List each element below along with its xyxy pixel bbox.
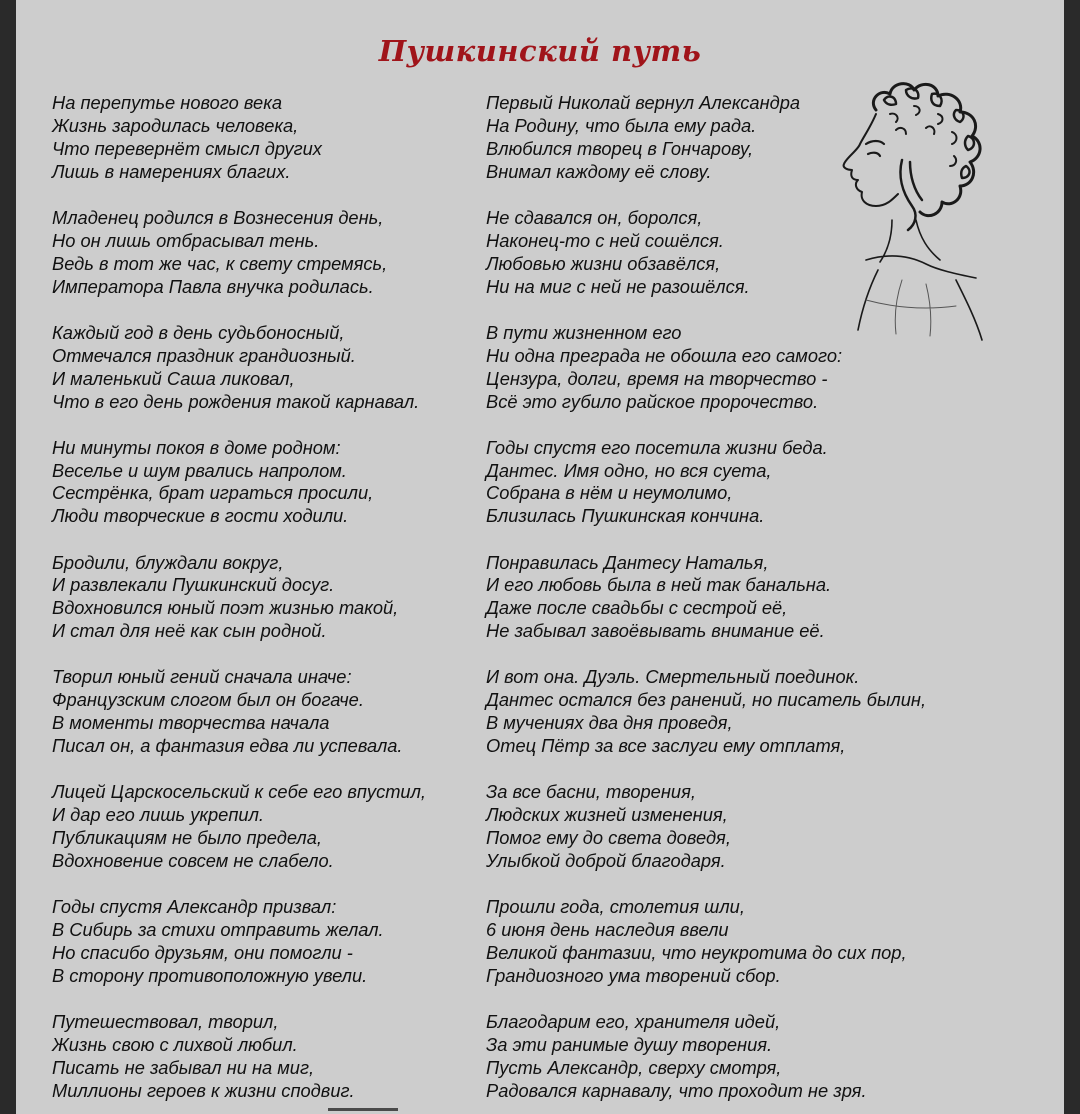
poem-line: Ни минуты покоя в доме родном: bbox=[52, 436, 341, 458]
poem-line: Даже после свадьбы с сестрой её, bbox=[486, 597, 788, 619]
left-column bbox=[52, 92, 482, 1114]
stanza bbox=[486, 1011, 1006, 1114]
poem-line: Лишь в намерениях благих. bbox=[52, 160, 291, 182]
poem-line: Каждый год в день судьбоносный, bbox=[52, 321, 345, 343]
poem-line: Не забывал завоёвывать внимание её. bbox=[486, 620, 825, 642]
poem-line: Прошли года, столетия шли, bbox=[486, 896, 745, 918]
poem-line: Влюбился творец в Гончарову, bbox=[486, 137, 754, 159]
stanza bbox=[52, 207, 482, 322]
poem-line: На Родину, что была ему рада. bbox=[486, 114, 757, 136]
poem-line: И развлекали Пушкинский досуг. bbox=[52, 574, 335, 596]
poem-line: Ведь в тот же час, к свету стремясь, bbox=[52, 252, 388, 274]
poem-line: В сторону противоположную увели. bbox=[52, 964, 368, 986]
page-edge-mark bbox=[328, 1108, 398, 1111]
poem-line: Писал он, а фантазия едва ли успевала. bbox=[52, 735, 403, 757]
poem-line: За все басни, творения, bbox=[486, 781, 696, 803]
poem-line: Первый Николай вернул Александра bbox=[486, 92, 801, 113]
poem-line: Жизнь зародилась человека, bbox=[52, 114, 299, 136]
poem-line: Младенец родился в Вознесения день, bbox=[52, 206, 384, 228]
poem-line: Годы спустя Александр призвал: bbox=[52, 896, 337, 918]
stanza bbox=[486, 552, 1006, 667]
poem-line: За эти ранимые душу творения. bbox=[486, 1034, 773, 1056]
poem-line: Вдохновение совсем не слабело. bbox=[52, 850, 334, 872]
poem-line: Радовался карнавалу, что проходит не зря. bbox=[486, 1079, 867, 1101]
stanza bbox=[52, 552, 482, 667]
poem-line: В мучениях два дня проведя, bbox=[486, 712, 733, 734]
poem-line: Дантес остался без ранений, но писатель былин, bbox=[486, 689, 927, 711]
poem-line: Что в его день рождения такой карнавал. bbox=[52, 390, 420, 412]
poem-line: Веселье и шум рвались напролом. bbox=[52, 459, 347, 481]
stanza bbox=[52, 781, 482, 896]
poem-line: В пути жизненном его bbox=[486, 321, 682, 343]
poem-line: В моменты творчества начала bbox=[52, 712, 330, 734]
stanza bbox=[486, 781, 1006, 896]
poem-line: Но он лишь отбрасывал тень. bbox=[52, 229, 320, 251]
stanza bbox=[486, 666, 1006, 781]
poem-line: Лицей Царскосельский к себе его впустил, bbox=[52, 781, 426, 803]
stanza bbox=[486, 322, 1006, 437]
poem-line: Ни одна преграда не обошла его самого: bbox=[486, 344, 843, 366]
poem-line: И дар его лишь укрепил. bbox=[52, 804, 264, 826]
poem-line: Внимал каждому её слову. bbox=[486, 160, 712, 182]
poem-line: Людских жизней изменения, bbox=[486, 804, 728, 826]
poem-line: Дантес. Имя одно, но вся суета, bbox=[486, 459, 772, 481]
poem-page bbox=[16, 0, 1064, 1114]
poem-line: Понравилась Дантесу Наталья, bbox=[486, 551, 769, 573]
poem-line: Писать не забывал ни на миг, bbox=[52, 1056, 315, 1078]
poem-title: Пушкинский путь bbox=[378, 34, 702, 68]
poem-line: Грандиозного ума творений сбор. bbox=[486, 964, 781, 986]
stanza bbox=[52, 437, 482, 552]
poem-line: Французским слогом был он богаче. bbox=[52, 689, 364, 711]
poem-line: Благодарим его, хранителя идей, bbox=[486, 1011, 781, 1033]
stanza bbox=[486, 437, 1006, 552]
poem-line: Отец Пётр за все заслуги ему отплатя, bbox=[486, 735, 846, 757]
poem-line: Улыбкой доброй благодаря. bbox=[486, 850, 726, 872]
poem-line: Что перевернёт смысл других bbox=[52, 137, 322, 159]
poem-line: Помог ему до света доведя, bbox=[486, 827, 731, 849]
poem-line: Пусть Александр, сверху смотря, bbox=[486, 1056, 782, 1078]
stanza bbox=[52, 666, 482, 781]
poem-line: На перепутье нового века bbox=[52, 92, 282, 113]
poem-line: Бродили, блуждали вокруг, bbox=[52, 551, 284, 573]
poem-line: Вдохновился юный поэт жизнью такой, bbox=[52, 597, 399, 619]
poem-line: Творил юный гений сначала иначе: bbox=[52, 666, 352, 688]
poem-line: Люди творческие в гости ходили. bbox=[52, 505, 349, 527]
poem-line: Великой фантазии, что неукротима до сих пор, bbox=[486, 942, 907, 964]
stanza bbox=[486, 92, 1006, 207]
poem-line: Любовью жизни обзавёлся, bbox=[486, 252, 721, 274]
poem-line: И маленький Саша ликовал, bbox=[52, 367, 295, 389]
poem-line: И стал для неё как сын родной. bbox=[52, 620, 327, 642]
poem-line: Цензура, долги, время на творчество - bbox=[486, 367, 828, 389]
stanza bbox=[52, 1011, 482, 1114]
stanza bbox=[486, 207, 1006, 322]
poem-line: Не сдавался он, боролся, bbox=[486, 206, 703, 228]
right-column bbox=[486, 92, 1006, 1114]
poem-line: В Сибирь за стихи отправить желал. bbox=[52, 919, 384, 941]
poem-line: Миллионы героев к жизни сподвиг. bbox=[52, 1079, 355, 1101]
poem-line: И вот она. Дуэль. Смертельный поединок. bbox=[486, 666, 860, 688]
stanza bbox=[52, 896, 482, 1011]
poem-line: 6 июня день наследия ввели bbox=[486, 919, 729, 941]
stanza bbox=[52, 92, 482, 207]
poem-line: Жизнь свою с лихвой любил. bbox=[52, 1034, 298, 1056]
poem-line: Сестрёнка, брат играться просили, bbox=[52, 482, 374, 504]
stanza bbox=[52, 322, 482, 437]
poem-line: Наконец-то с ней сошёлся. bbox=[486, 229, 724, 251]
poem-line: И его любовь была в ней так банальна. bbox=[486, 574, 832, 596]
stanza bbox=[486, 896, 1006, 1011]
poem-line: Всё это губило райское пророчество. bbox=[486, 390, 819, 412]
poem-line: Близилась Пушкинская кончина. bbox=[486, 505, 765, 527]
poem-line: Ни на миг с ней не разошёлся. bbox=[486, 275, 750, 297]
poem-line: Путешествовал, творил, bbox=[52, 1011, 279, 1033]
poem-line: Собрана в нём и неумолимо, bbox=[486, 482, 733, 504]
poem-line: Императора Павла внучка родилась. bbox=[52, 275, 374, 297]
poem-line: Публикациям не было предела, bbox=[52, 827, 322, 849]
poem-line: Но спасибо друзьям, они помогли - bbox=[52, 942, 353, 964]
poem-line: Отмечался праздник грандиозный. bbox=[52, 344, 356, 366]
poem-line: Годы спустя его посетила жизни беда. bbox=[486, 436, 828, 458]
